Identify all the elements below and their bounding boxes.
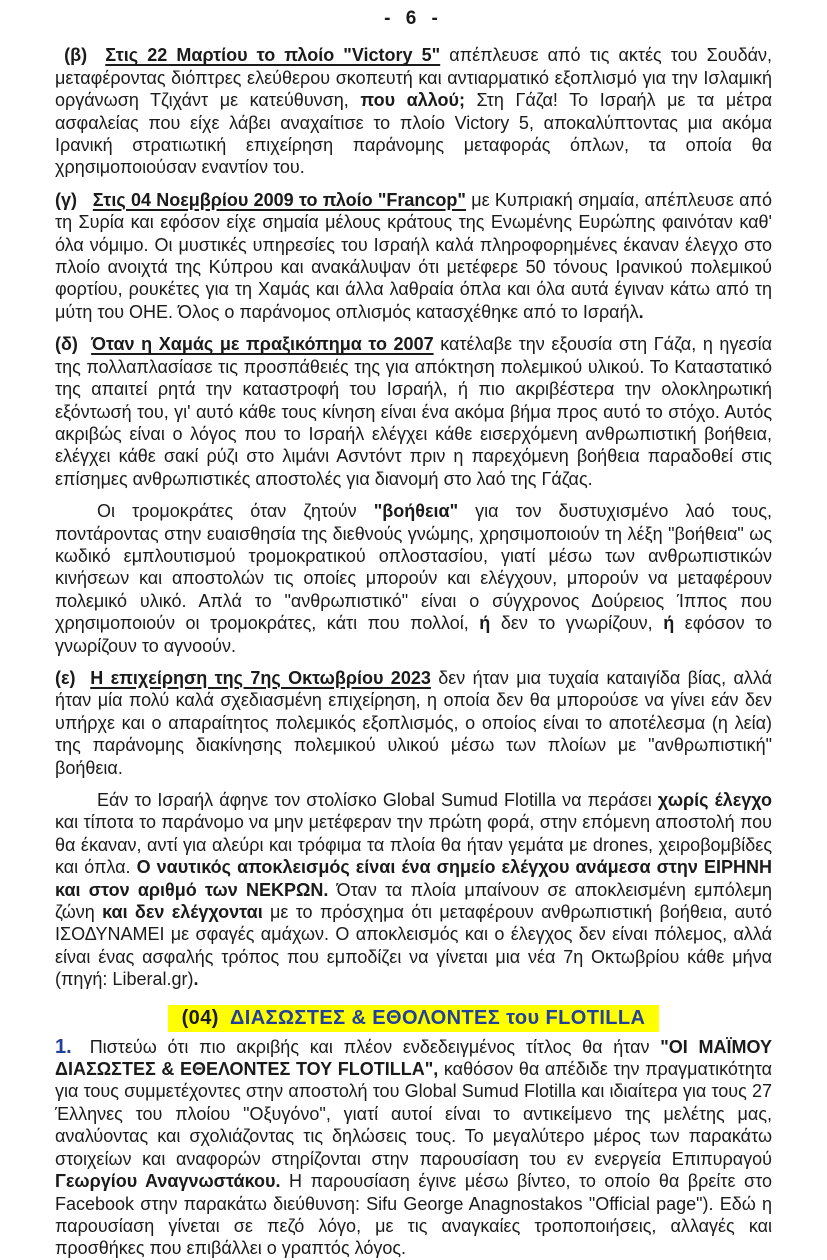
text-run: κατέλαβε την εξουσία στη Γάζα, η ηγεσία της πολλαπλασίασε τις προσπάθειές της για απόκτηση πολεμικού υλικού. Το Καταστατικό της απαιτεί ρητά την καταστροφή του Ισραήλ, ή πιο ακριβέστερα την ολοκληρωτική εξόντωσή του, γι' αυτό κάθε τους κίνηση είναι ένα ακόμα βήμα προς αυτό το στόχο. Αυτός ακριβώς είναι ο λόγος που το Ισραήλ ελέγχει κάθε εισερχόμενη ανθρωπιστική βοήθεια, ελέγχει κάθε σακί ρύζι στο λιμάνι Ασντόντ πριν η παρεχόμενη βοήθεια παραδοθεί στις επίσημες ανθρωπιστικές αποστολές για διανομή στο λαό της Γάζας. [55,334,772,489]
text-run: (04) [181,1006,219,1029]
text-run: για τον δυστυχισμένο λαό τους, ποντάροντας στην ευαισθησία της διεθνούς γνώμης, χρησιμοποιούν τη λέξη "βοήθεια" ως κωδικό εμπλουτισμού τρομοκρατικού οπλοστασίου, γιατί μέσω των ανθρωπιστικών κινήσεων και αποστολών τις οποίες μπορούν και ελέγχουν, μπορούν να μεταφέρουν πολεμικό υλικό. Απλά το "ανθρωπιστικό" είναι ο σύγχρονος Δούρειος Ίππος που χρησιμοποιούν οι τρομοκράτες, κάτι που πολλοί, [55,501,772,634]
para-terrorists-help [55,500,772,657]
text-run: Ο ναυτικός αποκλεισμός είναι ένα σημείο ελέγχου ανάμεσα στην ΕΙΡΗΝΗ και στον αριθμό των ΝΕΚΡΩΝ. [55,857,772,900]
text-run: (δ) [55,334,92,355]
document-content [55,44,772,1259]
text-run: δεν το γνωρίζουν, [490,613,664,634]
text-run: Όταν τα πλοία μπαίνουν σε αποκλεισμένη εμπόλεμη ζώνη [55,879,772,923]
text-run: δεν ήταν μια τυχαία καταιγίδα βίας, αλλά ήταν μία πολύ καλά σχεδιασμένη επιχείρηση, η οποία δεν θα μπορούσε να γίνει εάν δεν υπήρχε και ο απαραίτητος πολεμικός εξοπλισμός, ο οποίος είναι το αποτέλεσμα (η λεία) της παράνομης διακίνησης πολεμικού υλικού μέσω των πλοίων με "ανθρωπιστική" βοήθεια. [55,667,772,778]
text-run: και δεν ελέγχονται [102,902,263,923]
section-heading-04-flotilla [55,1005,772,1032]
text-run: ή [479,613,491,634]
text-run: Η παρουσίαση έγινε μέσω βίντεο, το οποίο θα βρείτε στο Facebook στην παρακάτω διεύθυνση: Sifu George Anagnostakos "Official page"). Εδώ η παρουσίαση γίνεται σε πεζό λόγο, με τις αναγκαίες τροποποιήσεις, αλλαγές και προσθήκες που επιβάλλει ο γραπτός λόγος. [55,1171,772,1259]
text-run: Εάν το Ισραήλ άφηνε τον στολίσκο Global Sumud Flotilla να περάσει [97,790,658,810]
text-run: "βοήθεια" [373,501,459,522]
text-run: καθόσον θα απέδιδε την πραγματικότητα για τους συμμετέχοντες στην αποστολή του Global Sumud Flotilla και ιδιαίτερα για τους 27 Έλληνες του πλοίου "Οξυγόνο", γιατί αυτοί είναι το αντικείμενο της μελέτης μας, αναλύοντας και σχολιάζοντας τις δηλώσεις τους. Το μεγαλύτερο μέρος των παρακάτω στοιχείων και αναφορών στηρίζονται στην παρουσίαση του εν ενεργεία Επιπυραγού [55,1059,772,1169]
text-run: . [193,969,199,990]
text-run: και τίποτα το παράνομο να μην μετέφεραν την πρώτη φορά, στην επόμενη αποστολή που θα έκαναν, αντί για αλεύρι και τρόφιμα τα πλοία θα ήταν γεμάτα με drones, χειροβομβίδες και όπλα. [55,812,772,878]
para-delta-hamas-2007 [55,333,772,490]
text-run: Πιστεύω ότι πιο ακριβής και πλέον ενδεδειγμένος τίτλος θα ήταν [89,1036,661,1057]
text-run: Στις 22 Μαρτίου το πλοίο "Victory 5" [105,45,441,66]
text-run: Γεωργίου Αναγνωστάκου. [55,1171,281,1192]
text-run: . [638,301,644,322]
para-epsilon-oct7 [55,667,772,779]
para-if-israel-no-control [55,789,772,991]
text-run: που αλλού; [360,90,465,111]
section-heading-band [168,1005,660,1032]
text-run: Οι τρομοκράτες όταν ζητούν [97,501,374,522]
para-gamma-francop [55,189,772,323]
text-run: χωρίς έλεγχο [657,790,772,810]
para-item-1 [55,1036,772,1260]
text-run: Η επιχείρηση της 7ης Οκτωβρίου 2023 [90,667,431,688]
text-run: 1. [55,1035,72,1058]
text-run: (γ) [55,189,93,210]
text-run: εφόσον το γνωρίζουν το αγνοούν. [55,613,773,656]
text-run: με Κυπριακή σημαία, απέπλευσε από τη Συρία και εφόσον είχε σημαία μέλους κράτους της Ενωμένης Ευρώπης φαινόταν καθ' όλα νόμιμο. Οι μυστικές υπηρεσίες του Ισραήλ καλά πληροφορημένες έκαναν έλεγχο στο πλοίο ανοιχτά της Κύπρου και ανακάλυψαν ότι μετέφερε 50 τόνους Ιρανικού πολεμικού φορτίου, ρουκέτες για τη Χαμάς και άλλα λαθραία όπλα και όλα αυτά έγιναν κάτω από τη μύτη του ΟΗΕ. Όλος ο παράνομος οπλισμός κατασχέθηκε από το Ισραήλ [55,189,773,322]
text-run: ή [663,613,675,634]
text-run: (ε) [55,667,91,688]
page-number: - 6 - [384,8,443,29]
text-run: (β) [55,45,106,66]
text-run: με το πρόσχημα ότι μεταφέρουν ανθρωπιστική βοήθεια, αυτό ΙΣΟΔΥΝΑΜΕΙ με σφαγές αμάχων. Ο αποκλεισμός και ο έλεγχος δεν είναι πόλεμος, αλλά είναι ένας ασφαλής τρόπος που εμποδίζει να γίνεται μια νέα 7η Οκτωβρίου κάθε μήνα (πηγή: Liberal.gr) [55,902,772,990]
text-run: Όταν η Χαμάς με πραξικόπημα το 2007 [91,334,434,355]
text-run: απέπλευσε από τις ακτές του Σουδάν, μεταφέροντας διόπτρες ελεύθερου σκοπευτή και αντιαρματικό εξοπλισμό για την Ισλαμική οργάνωση Τζιχάντ με κατεύθυνση, [55,45,772,111]
text-run: Στη Γάζα! Το Ισραήλ με τα μέτρα ασφαλείας που είχε λάβει αναχαίτισε το πλοίο Victory 5, αποκαλύπτοντας μια ακόμα Ιρανική στρατιωτική επιχείρηση παράνομης μεταφοράς όπλων, τα οποία θα χρησιμοποιούσαν εναντίον του. [55,90,772,178]
text-run: ΔΙΑΣΩΣΤΕΣ & ΕΘΟΛΟΝΤΕΣ του FLOTILLA [218,1006,646,1029]
para-beta-victory5 [55,44,772,178]
text-run: Στις 04 Νοεμβρίου 2009 το πλοίο "Francop" [92,189,466,210]
text-run: "ΟΙ ΜΑΪΜΟΥ ΔΙΑΣΩΣΤΕΣ & ΕΘΕΛΟΝΤΕΣ ΤΟΥ FLOTILLA", [55,1036,773,1080]
